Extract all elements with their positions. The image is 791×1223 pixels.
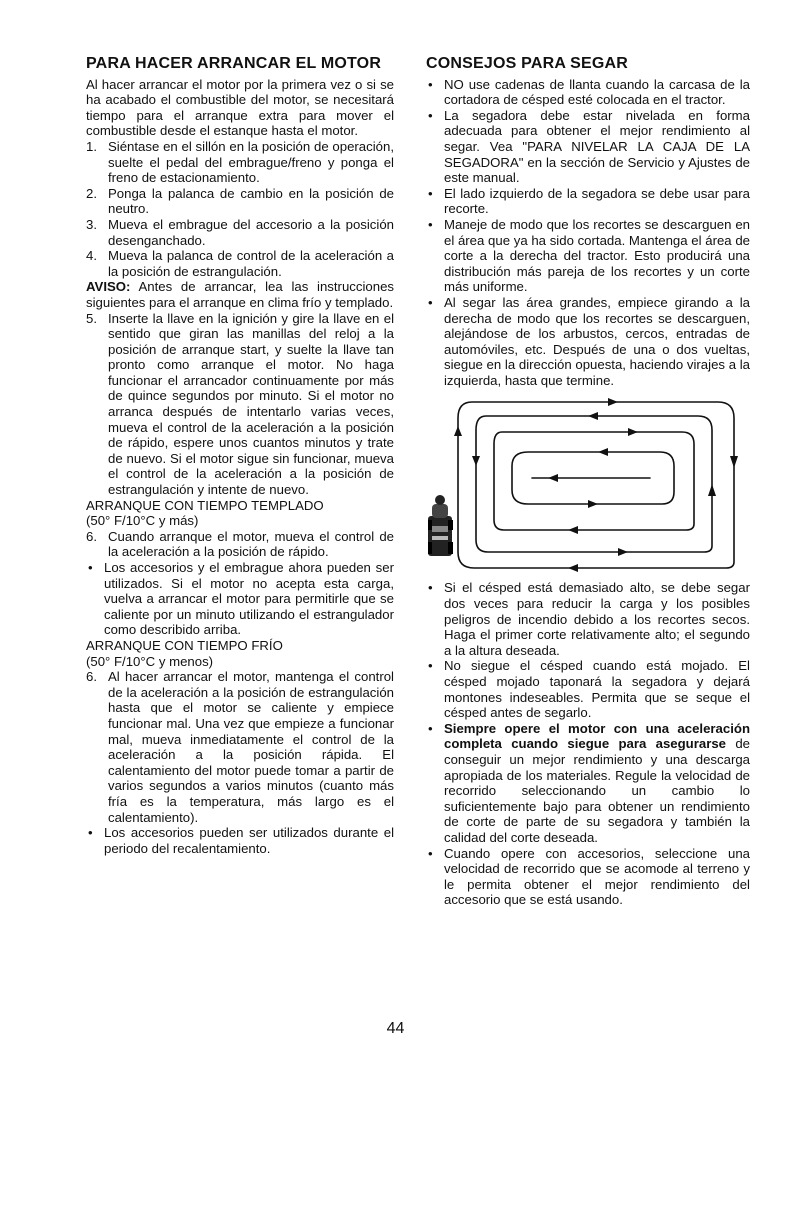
arrow-outer-right [730,456,738,468]
bullet-text: Los accesorios y el embrague ahora pueden ser utilizados. Si el motor no acepta esta carga, vuelva a arrancar el motor para permitirle que se caliente por un minuto utilizando el estrangulador como describido arriba. [104,560,394,638]
intro-paragraph: Al hacer arrancar el motor por la primera vez o si se ha acabado el combustible del motor, se necesitará tiempo para el arranque extra para mover el combustible desde el estanque hasta el motor. [86,76,394,139]
step-1 [86,139,394,186]
left-column [86,56,394,856]
warm-bullet [86,560,394,638]
arrow-outer-top [608,398,618,406]
bullet-dot: • [428,658,433,674]
section-title-mowing-tips: CONSEJOS PARA SEGAR [426,55,629,72]
bullet-dot: • [428,76,433,92]
tip-bullet [426,295,750,389]
tip-bullet [426,186,750,217]
bullet-dot: • [428,845,433,861]
step-text: Siéntase en el sillón en la posición de operación, suelte el pedal del embrague/freno y ponga el freno de estacionamiento. [108,138,394,186]
step-number: 6. [86,528,97,544]
bullet-dot: • [428,185,433,201]
bullet-text: Cuando opere con accesorios, seleccione una velocidad de recorrido que se acomode al terreno y le permita obtener el mejor rendimiento del accesorio que se está usando. [444,845,750,908]
bullet-dot: • [428,720,433,736]
arrow-second-bottom [618,548,628,556]
warm-step-6 [86,529,394,560]
section-title-starting-engine: PARA HACER ARRANCAR EL MOTOR [86,55,382,72]
notice-label: AVISO: [86,279,131,295]
notice-text: Antes de arrancar, lea las instrucciones siguientes para el arranque en clima frío y templado. [86,279,394,310]
bullet-text: La segadora debe estar nivelada en forma adecuada para obtener el mejor rendimiento al segar. Vea "PARA NIVELAR LA CAJA DE LA SEGADORA" en la sección de Servicio y Ajustes de este manual. [444,107,750,186]
warm-start-heading: ARRANQUE CON TIEMPO TEMPLADO [86,497,324,513]
bullet-text: El lado izquierdo de la segadora se debe usar para recorte. [444,185,750,217]
step-number: 3. [86,216,97,232]
arrow-center [548,474,558,482]
tip-bullet [426,217,750,295]
arrow-outer-left [454,426,462,436]
step-5 [86,311,394,498]
bullet-text: Al segar las área grandes, empiece girando a la derecha de modo que los recortes se descarguen, alejándose de los arbustos, cercos, entradas de automóviles, etc. Después de una o dos vueltas, siegue en la dirección opuesta, haciendo virajes a la izquierda, hasta que termine. [444,294,750,388]
step-text: Mueva el embrague del accesorio a la posición desenganchado. [108,216,394,248]
arrow-inner-top [598,448,608,456]
cold-bullet [86,825,394,856]
bullet-dot: • [428,294,433,310]
bullet-text: No siegue el césped cuando está mojado. El césped mojado taponará la segadora y dejará montones indeseables. Permita que se seque el césped antes de segarlo. [444,658,750,721]
step-3 [86,217,394,248]
step-number: 2. [86,185,97,201]
bullet-text: Los accesorios pueden ser utilizados durante el periodo del recalentamiento. [104,825,394,856]
bullet-text: NO use cadenas de llanta cuando la carcasa de la cortadora de césped esté colocada en el tractor. [444,76,750,108]
bullet-text: Si el césped está demasiado alto, se debe segar dos veces para reducir la carga y los posibles peligros de incendio debido a los recortes secos. Haga el primer corte relativamente alto; el segundo a la altura deseada. [444,580,750,658]
step-text: Mueva la palanca de control de la aceleración a la posición de estrangulación. [108,248,394,279]
cold-start-heading: ARRANQUE CON TIEMPO FRÍO [86,637,283,653]
step-4 [86,248,394,279]
step-number: 4. [86,248,97,264]
step-number: 6. [86,669,97,685]
step-number: 1. [86,138,97,154]
bullet-text: de conseguir un mejor rendimiento y una descarga apropiada de los materiales. Regule la velocidad de recorrido seleccionando un cambio lo suficientemente bajo para obtener un rendimiento de corte de parte de su segadora y también la calidad del corte deseada. [444,736,750,845]
notice-paragraph [86,279,394,310]
bullet-bold-text: Siempre opere el motor con una aceleración completa cuando siegue para asegurarse [444,720,750,752]
tip-bullet [426,108,750,186]
bullet-dot: • [88,560,93,575]
mowing-pattern-svg [428,396,746,572]
bullet-text: Maneje de modo que los recortes se descarguen en el área que ya ha sido cortada. Mantenga el área de corte a la derecha del tractor. Esto producirá una distribución más pareja de los recortes y un corte más uniforme. [444,216,750,295]
arrow-inner-bottom [588,500,598,508]
tip-bullet-bold [426,721,750,846]
bullet-dot: • [428,580,433,596]
step-number: 5. [86,310,97,326]
bullet-dot: • [88,825,93,841]
step-2 [86,186,394,217]
third-loop-path [494,432,694,530]
step-text: Inserte la llave en la ignición y gire la llave en el sentido que giran las manillas del reloj a la posición de arranque start, y suelte la llave tan pronto como arranque el motor. No haga funcionar el arrancador continuamente por más de quince segundos por minuto. Si el motor no arranca después de intentarlo varias veces, mueva el control de la aceleración a la posición de rápido, espere unos cuantos minutos y trate de nuevo. Si el motor sigue sin funcionar, mueva el control de la aceleración a la posición de estrangulación y intente de nuevo. [108,310,394,498]
arrow-second-top [588,412,598,420]
tractor-icon [428,495,453,556]
arrow-second-right [708,484,716,496]
tip-bullet [426,658,750,720]
cold-step-6 [86,669,394,825]
tip-bullet [426,846,750,908]
bullet-dot: • [428,107,433,123]
warm-start-temperature: (50° F/10°C y más) [86,513,199,529]
arrow-third-bottom [568,526,578,534]
step-text: Cuando arranque el motor, mueva el control de la aceleración a la posición de rápido. [108,528,394,560]
arrow-outer-bottom [568,564,578,572]
mowing-pattern-diagram [428,396,746,572]
tip-bullet [426,580,750,658]
outer-loop-path [458,402,734,568]
tip-bullet [426,77,750,108]
arrow-second-left [472,456,480,466]
cold-start-temperature: (50° F/10°C y menos) [86,653,214,669]
step-text: Al hacer arrancar el motor, mantenga el control de la aceleración a la posición de estrangulación hasta que el motor se caliente y empiece funcionar mal. Una vez que empieze a funcionar mal, mueva inmediatamente el control de la aceleración a la posición rápida. El calentamiento del motor puede tomar a partir de varios segundos a varios minutos (cuanto más fría es la temperatura, más largo es el calentamiento). [108,669,394,825]
step-text: Ponga la palanca de cambio en la posición de neutro. [108,185,394,217]
right-column [426,56,750,908]
arrow-third-top [628,428,638,436]
page-number: 44 [386,1020,405,1037]
bullet-dot: • [428,216,433,232]
